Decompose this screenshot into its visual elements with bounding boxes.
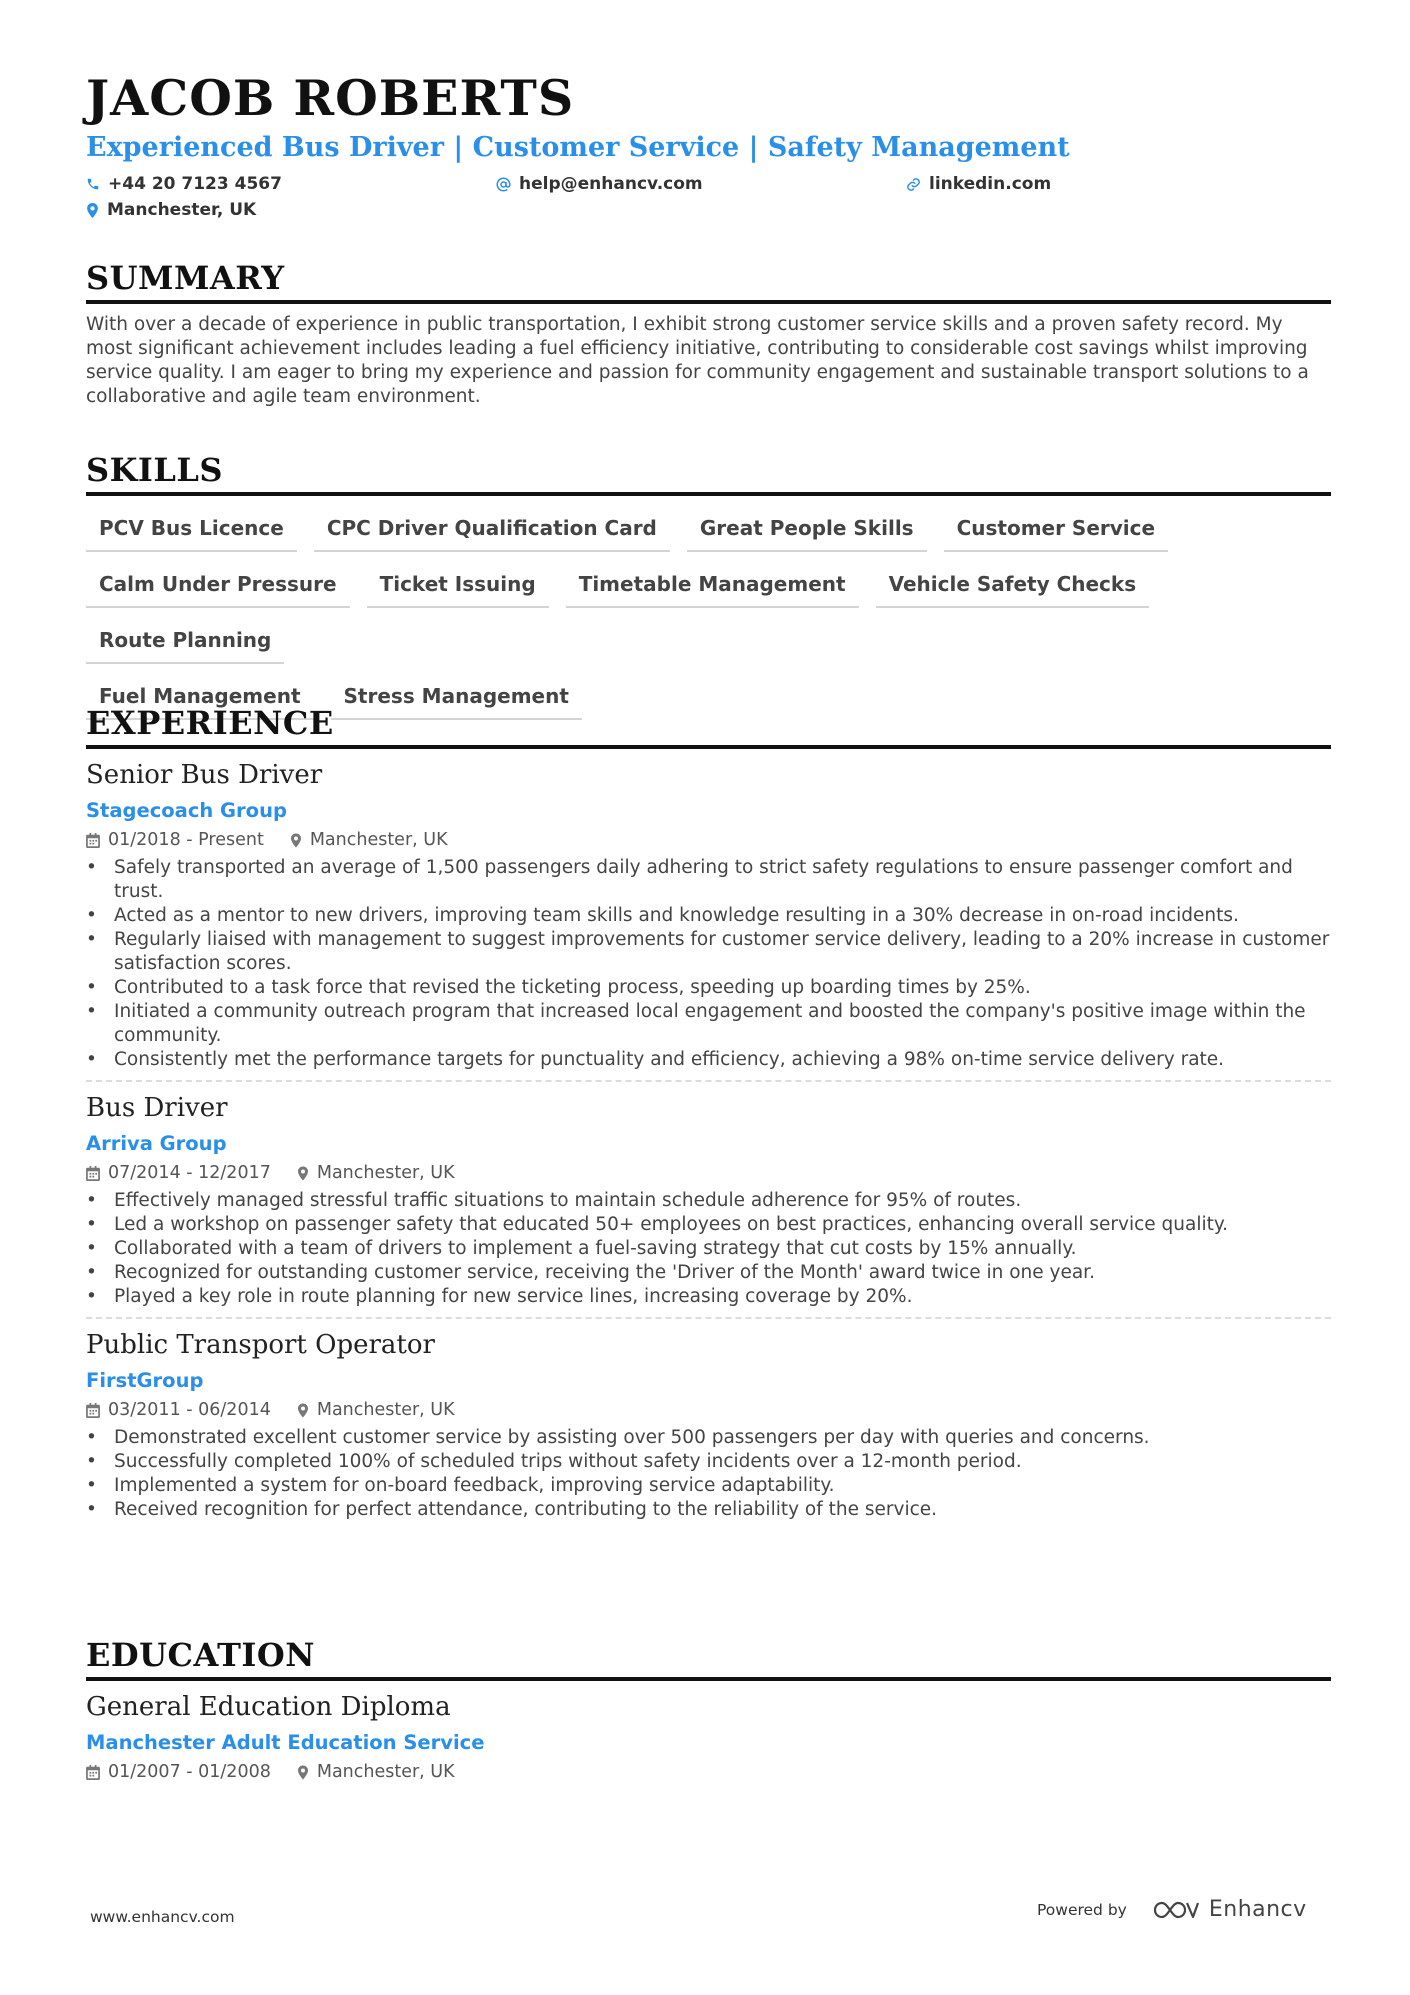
- bullet-item: • Received recognition for perfect attendance, contributing to the reliability of the service.: [86, 1498, 1331, 1522]
- skill-tag: Vehicle Safety Checks: [876, 566, 1150, 608]
- phone-text: +44 20 7123 4567: [108, 174, 282, 194]
- job-dates: 01/2018 - Present: [108, 830, 264, 850]
- resume-header: [86, 70, 1331, 223]
- footer-website[interactable]: www.enhancv.com: [90, 1908, 235, 1926]
- map-pin-icon: [297, 1403, 309, 1418]
- bullet-item: • Implemented a system for on-board feedback, improving service adaptability.: [86, 1474, 1331, 1498]
- job-title: Senior Bus Driver: [86, 760, 323, 790]
- skill-tag: CPC Driver Qualification Card: [314, 510, 670, 552]
- education-dates: 01/2007 - 01/2008: [108, 1762, 271, 1782]
- bullet-item: • Led a workshop on passenger safety that educated 50+ employees on best practices, enhancing overall service quality.: [86, 1213, 1331, 1237]
- map-pin-icon: [290, 833, 302, 848]
- phone-icon: [86, 177, 100, 191]
- linkedin-contact[interactable]: [906, 171, 1326, 197]
- job-entry: [86, 749, 1331, 1080]
- candidate-name: JACOB ROBERTS: [86, 69, 575, 127]
- contact-info: [86, 171, 1331, 223]
- headline: Experienced Bus Driver | Customer Service | Safety Management: [86, 132, 1070, 163]
- bullet-item: • Played a key role in route planning for new service lines, increasing coverage by 20%.: [86, 1285, 1331, 1309]
- calendar-icon: [86, 1765, 100, 1780]
- map-pin-icon: [297, 1166, 309, 1181]
- enhancv-logo-icon: [1151, 1898, 1199, 1922]
- bullet-item: • Demonstrated excellent customer service by assisting over 500 passengers per day with queries and concerns.: [86, 1426, 1331, 1450]
- job-dates: 07/2014 - 12/2017: [108, 1163, 271, 1183]
- skill-tag: Fuel Management: [86, 678, 314, 720]
- calendar-icon: [86, 833, 100, 848]
- bullet-item: • Collaborated with a team of drivers to implement a fuel-saving strategy that cut costs by 15% annually.: [86, 1237, 1331, 1261]
- job-title: Public Transport Operator: [86, 1330, 435, 1360]
- school-name: Manchester Adult Education Service: [86, 1731, 485, 1754]
- skills-section: [86, 450, 1331, 734]
- bullet-item: • Safely transported an average of 1,500 passengers daily adhering to strict safety regulations to ensure passenger comfort and trust.: [86, 856, 1331, 904]
- linkedin-text[interactable]: linkedin.com: [929, 174, 1052, 194]
- calendar-icon: [86, 1166, 100, 1181]
- skill-tag: Stress Management: [331, 678, 582, 720]
- skill-tag: Timetable Management: [566, 566, 859, 608]
- bullet-item: • Recognized for outstanding customer service, receiving the 'Driver of the Month' award twice in one year.: [86, 1261, 1331, 1285]
- summary-section: [86, 258, 1331, 409]
- skill-tag: PCV Bus Licence: [86, 510, 297, 552]
- bullet-item: • Acted as a mentor to new drivers, improving team skills and knowledge resulting in a 30% decrease in on-road incidents.: [86, 904, 1331, 928]
- education-meta: [86, 1761, 1331, 1783]
- skill-tag: Calm Under Pressure: [86, 566, 350, 608]
- skill-tag: Route Planning: [86, 622, 284, 664]
- company-name: Stagecoach Group: [86, 799, 287, 822]
- job-bullets: [86, 1189, 1331, 1309]
- job-location: [297, 1399, 455, 1421]
- company-name: FirstGroup: [86, 1369, 204, 1392]
- experience-section: [86, 703, 1331, 1530]
- skills-list: [86, 510, 1331, 734]
- job-location-text: Manchester, UK: [316, 1163, 455, 1183]
- bullet-item: • Effectively managed stressful traffic situations to maintain schedule adherence for 95% of routes.: [86, 1189, 1331, 1213]
- brand-name: Enhancv: [1208, 1897, 1307, 1922]
- resume-page: [86, 69, 1331, 1782]
- job-meta: [86, 1162, 1331, 1184]
- link-icon: [906, 177, 921, 192]
- job-dates: 03/2011 - 06/2014: [108, 1400, 271, 1420]
- bullet-item: • Initiated a community outreach program that increased local engagement and boosted the company's positive image within the community.: [86, 1000, 1331, 1048]
- location-contact: [86, 197, 496, 223]
- summary-text: With over a decade of experience in public transportation, I exhibit strong customer service skills and a proven safety record. My most significant achievement includes leading a fuel efficiency initiative, contributing to considerable cost savings whilst improving service quality. I am eager to bring my experience and passion for community engagement and sustainable transport solutions to a collaborative and agile team environment.: [86, 314, 1309, 407]
- skill-tag: Ticket Issuing: [367, 566, 549, 608]
- job-bullets: [86, 1426, 1331, 1522]
- map-pin-icon: [86, 203, 99, 218]
- calendar-icon: [86, 1403, 100, 1418]
- job-meta: [86, 829, 1331, 851]
- footer-branding: [1037, 1897, 1307, 1922]
- education-section: [86, 1635, 1331, 1791]
- bullet-item: • Contributed to a task force that revised the ticketing process, speeding up boarding times by 25%.: [86, 976, 1331, 1000]
- bullet-item: • Consistently met the performance targets for punctuality and efficiency, achieving a 98% on-time service delivery rate.: [86, 1048, 1331, 1072]
- skill-tag: Great People Skills: [687, 510, 927, 552]
- job-entry: [86, 1080, 1331, 1317]
- phone-contact: [86, 171, 496, 197]
- email-contact[interactable]: [496, 171, 906, 197]
- company-name: Arriva Group: [86, 1132, 227, 1155]
- skills-title: SKILLS: [86, 450, 1331, 496]
- summary-title: SUMMARY: [86, 258, 1331, 304]
- email-text[interactable]: help@enhancv.com: [519, 174, 703, 194]
- bullet-item: • Successfully completed 100% of scheduled trips without safety incidents over a 12-month period.: [86, 1450, 1331, 1474]
- job-meta: [86, 1399, 1331, 1421]
- powered-by-text: Powered by: [1037, 1900, 1127, 1919]
- experience-title: EXPERIENCE: [86, 703, 1331, 749]
- location-text: Manchester, UK: [107, 200, 257, 220]
- education-location-text: Manchester, UK: [316, 1762, 455, 1782]
- job-location-text: Manchester, UK: [316, 1400, 455, 1420]
- bullet-item: • Regularly liaised with management to suggest improvements for customer service delivery, leading to a 20% increase in customer satisfaction scores.: [86, 928, 1331, 976]
- job-location: [290, 829, 448, 851]
- education-location: [297, 1761, 455, 1783]
- skill-tag: Customer Service: [944, 510, 1169, 552]
- degree-title: General Education Diploma: [86, 1692, 451, 1722]
- map-pin-icon: [297, 1765, 309, 1780]
- job-location-text: Manchester, UK: [309, 830, 448, 850]
- job-title: Bus Driver: [86, 1093, 228, 1123]
- job-location: [297, 1162, 455, 1184]
- education-title: EDUCATION: [86, 1635, 1331, 1681]
- job-bullets: [86, 856, 1331, 1072]
- education-entry: [86, 1681, 1331, 1791]
- at-icon: [496, 177, 511, 192]
- job-entry: [86, 1317, 1331, 1530]
